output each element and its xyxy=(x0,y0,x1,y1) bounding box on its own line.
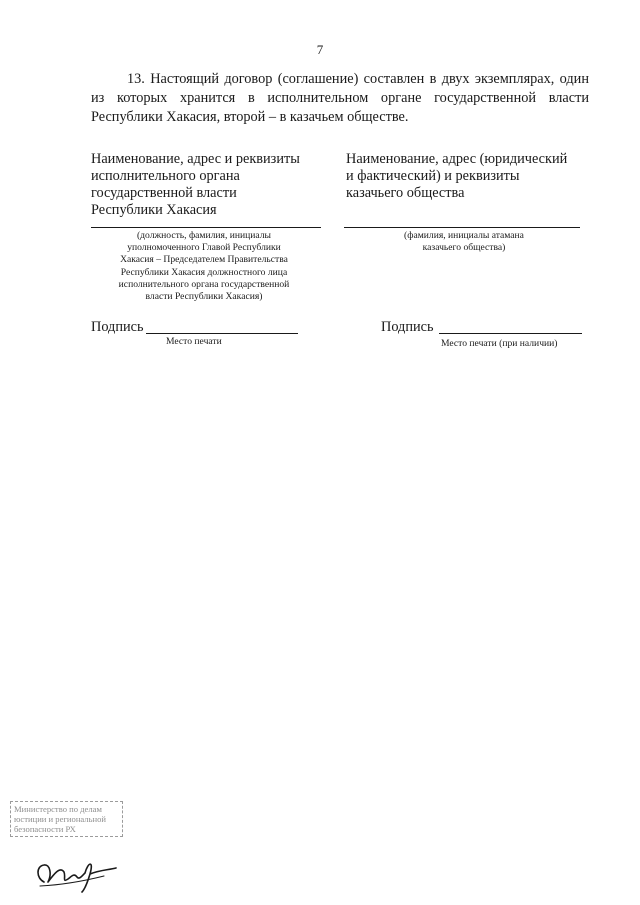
left-party-heading: Наименование, адрес и реквизиты исполнительного органа государственной власти Республики Хакасия xyxy=(91,151,300,218)
left-party-name-line xyxy=(91,227,321,228)
page-number: 7 xyxy=(316,42,324,57)
left-signature-label: Подпись xyxy=(91,319,144,335)
right-party-caption: (фамилия, инициалы атамана казачьего общества) xyxy=(404,230,524,254)
left-seal-note: Место печати xyxy=(166,336,222,347)
official-stamp: Министерство по делам юстиции и региональной безопасности РХ xyxy=(10,801,123,837)
handwritten-signature xyxy=(30,852,120,896)
left-party-caption: (должность, фамилия, инициалы уполномоченного Главой Республики Хакасия – Председателем Правительства Республики Хакасия должностного лица исполнительного органа государственной власти Республики Хакасия) xyxy=(118,230,290,303)
left-signature-line xyxy=(146,333,298,334)
right-seal-note: Место печати (при наличии) xyxy=(441,338,558,349)
right-party-name-line xyxy=(344,227,580,228)
right-signature-line xyxy=(439,333,582,334)
right-signature-label: Подпись xyxy=(381,319,434,335)
right-party-heading: Наименование, адрес (юридический и фактический) и реквизиты казачьего общества xyxy=(346,151,568,201)
clause-13-paragraph: 13. Настоящий договор (соглашение) составлен в двух экземплярах, один из которых хранится в исполнительном органе государственной власти Республики Хакасия, второй – в казачьем обществе. xyxy=(91,71,589,125)
